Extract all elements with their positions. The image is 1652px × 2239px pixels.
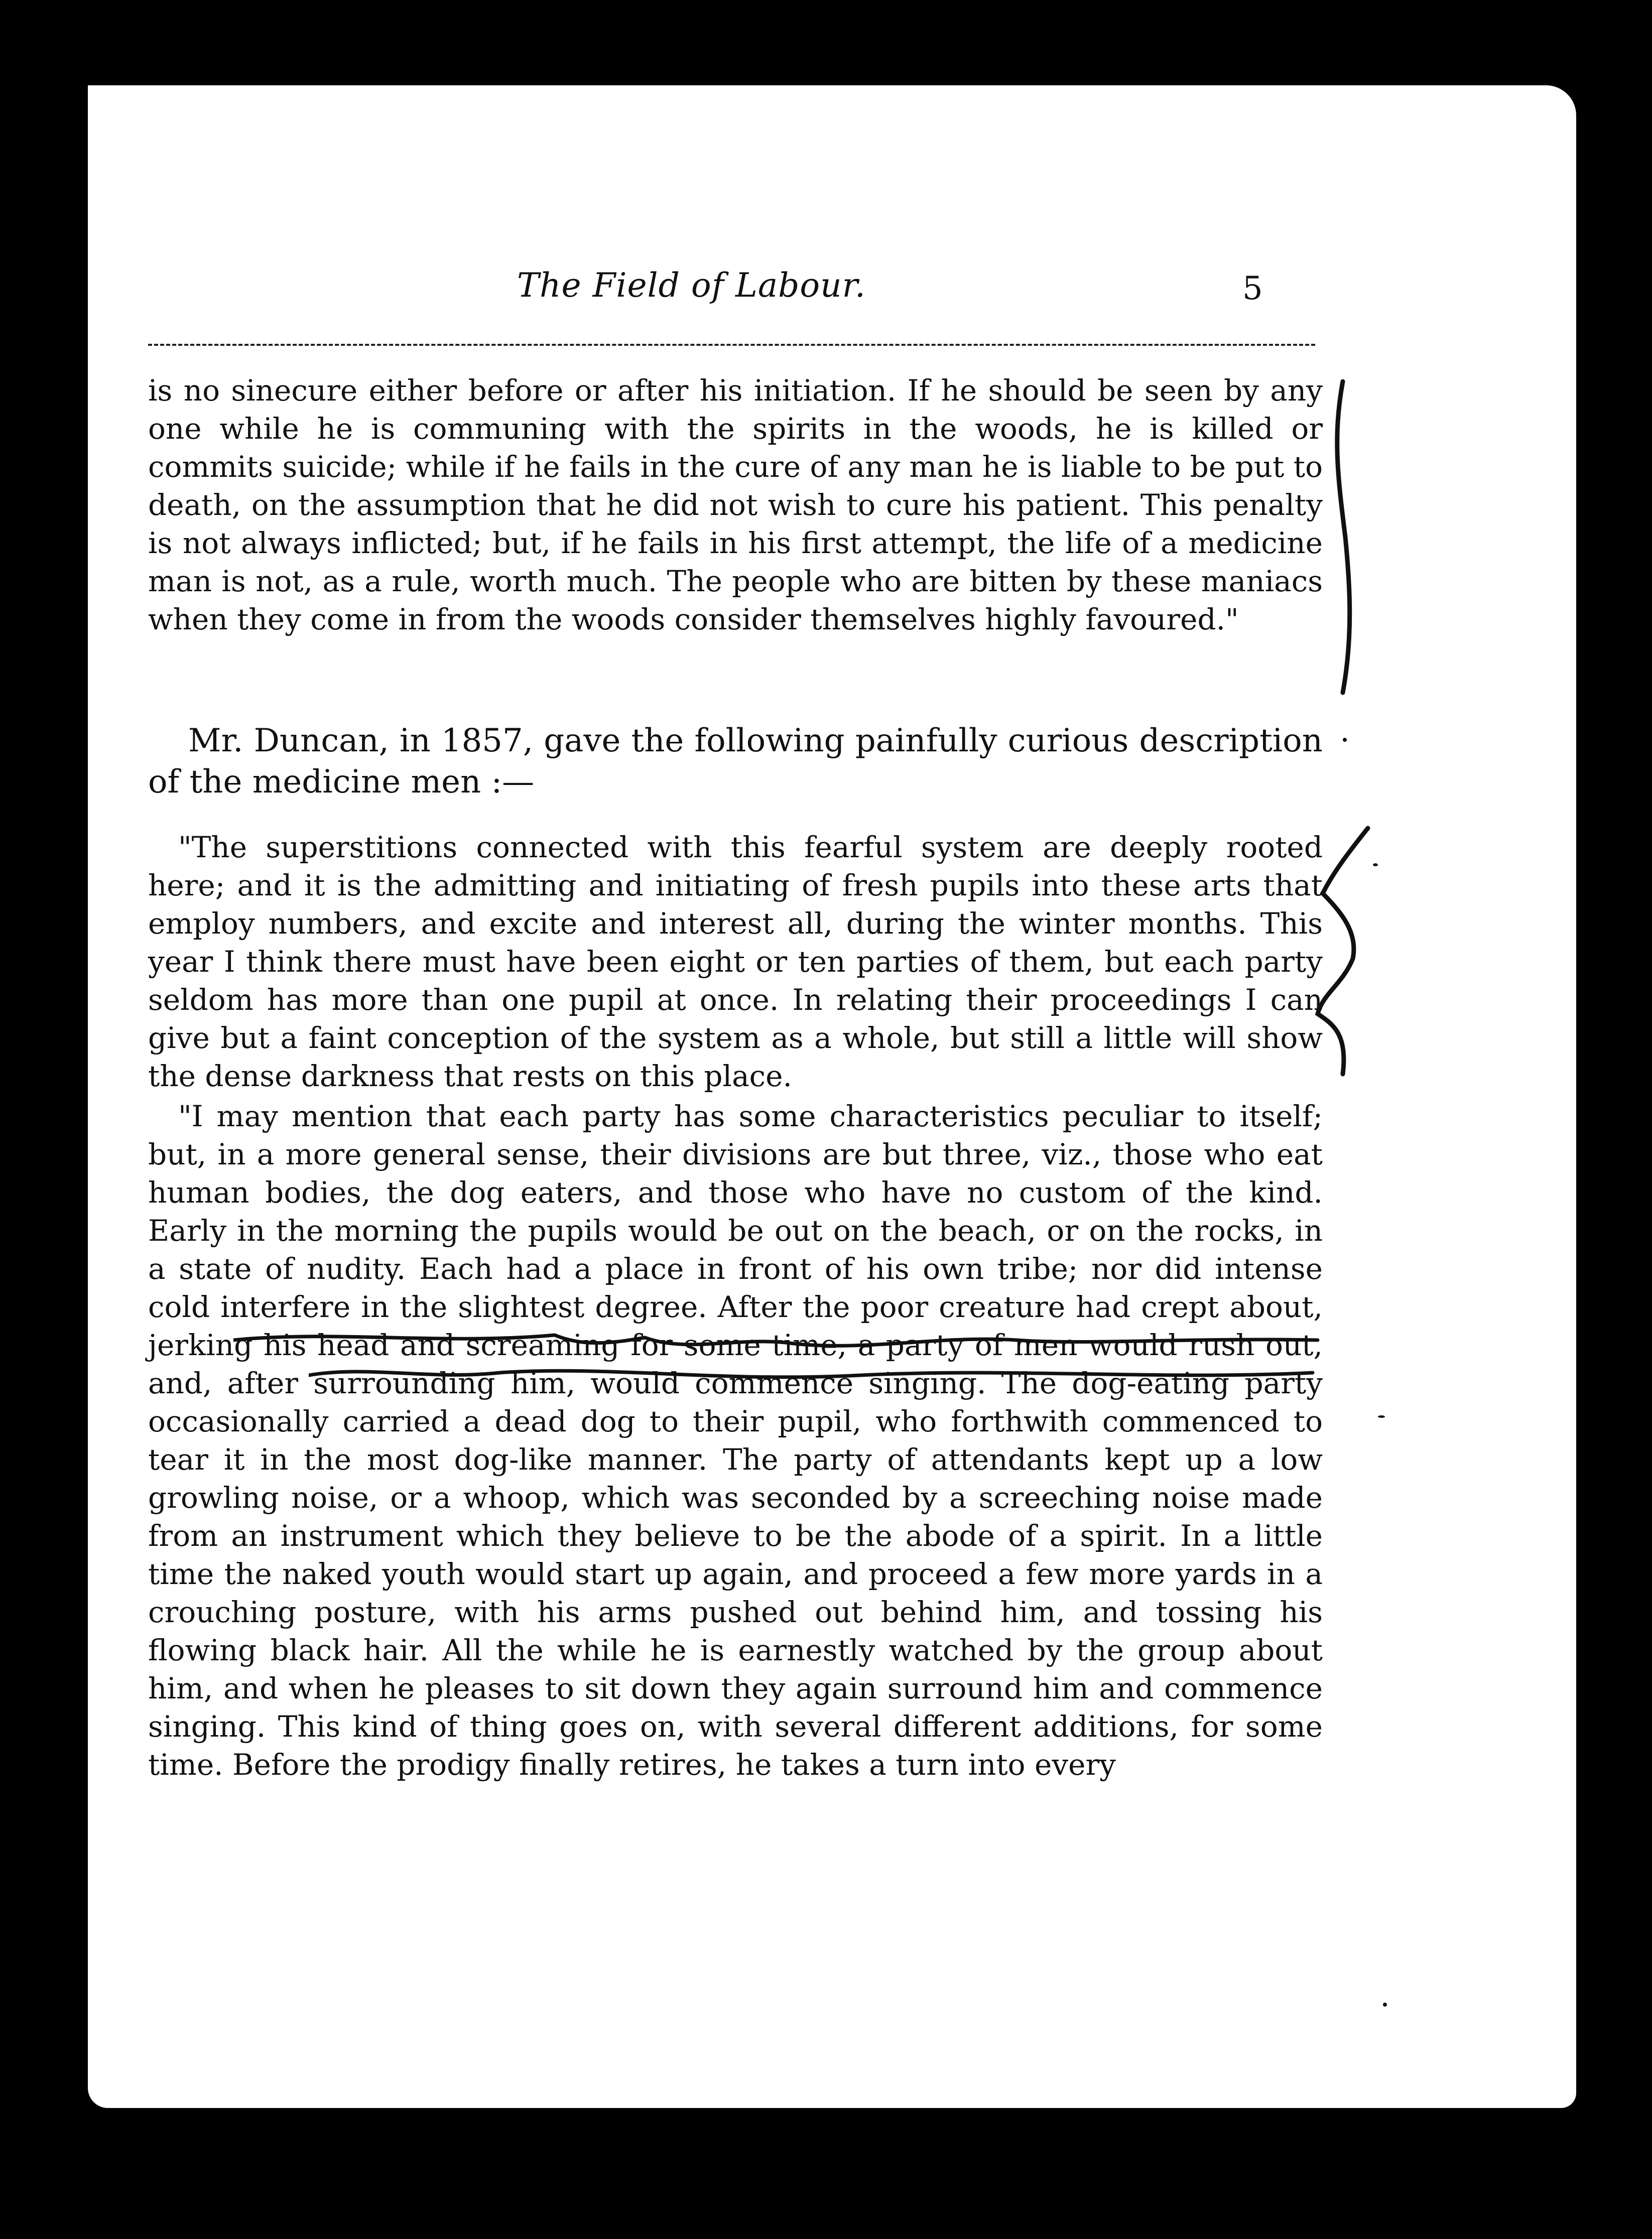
page-header xyxy=(88,266,1576,326)
scan-speck xyxy=(1383,2003,1387,2007)
page-number: 5 xyxy=(1242,270,1263,307)
handwritten-underline-mark xyxy=(309,1360,1318,1390)
book-page xyxy=(88,85,1576,2108)
paragraph-initiation: is no sinecure either before or after his initiation. If he should be seen by any one while he is communing with the spirits in the woods, he is killed or commits suicide; while if he fails in the cure of any man he is liable to be put to death, on the assumption that he did not wish to cure his patient. This penalty is not always inflicted; but, if he fails in his first attempt, the life of a medicine man is not, as a rule, worth much. The people who are bitten by these maniacs when they come in from the woods consider themselves highly favoured." xyxy=(148,373,1323,636)
handwritten-bracket-mark xyxy=(1323,376,1383,698)
quotation-continuation xyxy=(148,371,1323,638)
introductory-paragraph xyxy=(148,720,1323,803)
scan-speck xyxy=(1373,863,1378,866)
running-title: The Field of Labour. xyxy=(517,266,866,305)
handwritten-bracket-mark xyxy=(1313,823,1388,1084)
scan-speck xyxy=(1378,1415,1385,1418)
paragraph-duncan-intro: Mr. Duncan, in 1857, gave the following painfully curious description of the medicine men :— xyxy=(148,722,1323,801)
scan-speck xyxy=(1343,738,1347,742)
duncan-quotation xyxy=(148,828,1323,1784)
paragraph-divisions: "I may mention that each party has some characteristics peculiar to itself; but, in a more general sense, their divisions are but three, viz., those who eat human bodies, the dog eaters, and those who have no custom of the kind. Early in the morning the pupils would be out on the beach, or on the rocks, in a state of nudity. Each had a place in front of his own tribe; nor did intense cold interfere in the slightest degree. After the poor creature had crept about, jerking his head and screaming for some time, a party of men would rush out, and, after surrounding him, would commence singing. The dog-eating party occasionally carried a dead dog to their pupil, who forthwith commenced to tear it in the most dog-like manner. The party of attendants kept up a low growling noise, or a whoop, which was seconded by a screeching noise made from an instrument which they believe to be the abode of a spirit. In a little time the naked youth would start up again, and proceed a few more yards in a crouching posture, with his arms pushed out behind him, and tossing his flowing black hair. All the while he is earnestly watched by the group about him, and when he pleases to sit down they again surround him and commence singing. This kind of thing goes on, with several different additions, for some time. Before the prodigy finally retires, he takes a turn into every xyxy=(148,1099,1323,1782)
paragraph-superstitions: "The superstitions connected with this fearful system are deeply rooted here; and it is the admitting and initiating of fresh pupils into these arts that employ numbers, and excite and interest all, during the winter months. This year I think there must have been eight or ten parties of them, but each party seldom has more than one pupil at once. In relating their proceedings I can give but a faint conception of the system as a whole, but still a little will show the dense darkness that rests on this place. xyxy=(148,830,1323,1093)
header-rule xyxy=(148,344,1315,346)
